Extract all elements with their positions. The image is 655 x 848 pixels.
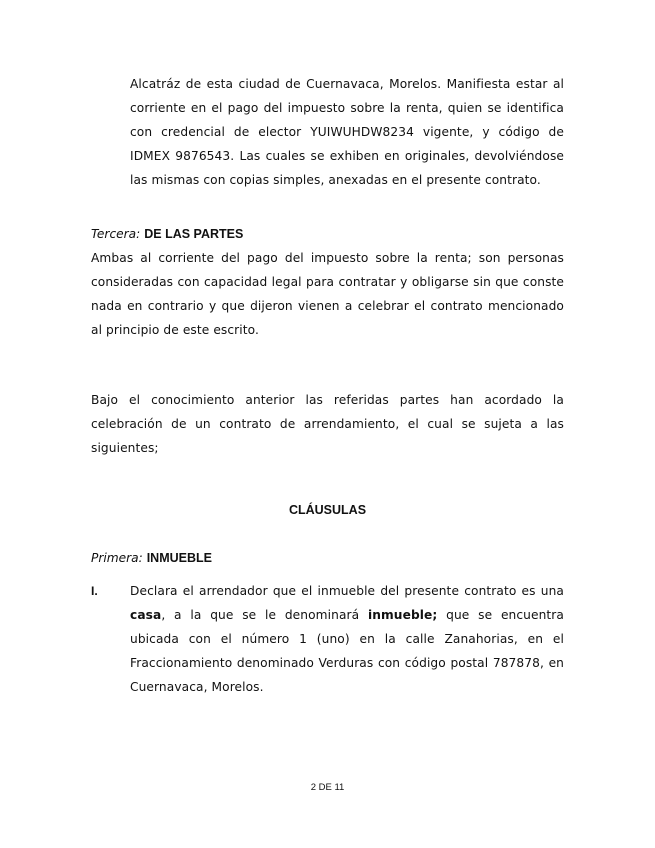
clause-term-inmueble: inmueble; bbox=[367, 608, 438, 622]
section-primera-heading bbox=[91, 548, 212, 568]
section-tercera-title: DE LAS PARTES bbox=[144, 227, 244, 241]
section-tercera-body: Ambas al corriente del pago del impuesto sobre la renta; son personas consideradas con capacidad legal para contratar y obligarse sin que conste nada en contrario y que dijeron vienen a celebrar el contrato mencionado al principio de este escrito. bbox=[91, 251, 564, 337]
clause-term-casa: casa bbox=[130, 608, 162, 622]
knowledge-paragraph: Bajo el conocimiento anterior las referidas partes han acordado la celebración de un contrato de arrendamiento, el cual se sujeta a las siguientes; bbox=[91, 393, 564, 455]
clause-text-part1: Declara el arrendador que el inmueble del presente contrato es una bbox=[130, 584, 564, 598]
clause-text-part3: que se encuentra ubicada con el número 1 (uno) en la calle Zanahorias, en el Fraccionamiento denominado Verduras con código postal 787878, en Cuernavaca, Morelos. bbox=[130, 608, 564, 694]
intro-paragraph: Alcatráz de esta ciudad de Cuernavaca, Morelos. Manifiesta estar al corriente en el pago del impuesto sobre la renta, quien se identifica con credencial de elector YUIWUHDW8234 vigente, y código de IDMEX 9876543. Las cuales se exhiben en originales, devolviéndose las mismas con copias simples, anexadas en el presente contrato. bbox=[130, 77, 564, 187]
section-primera-title: INMUEBLE bbox=[146, 551, 212, 565]
section-tercera-heading bbox=[91, 224, 243, 244]
clause-text-part2: , a la que se le denominará bbox=[161, 608, 368, 622]
clausulas-heading: CLÁUSULAS bbox=[288, 503, 367, 517]
page-number: 2 DE 11 bbox=[310, 782, 345, 793]
clause-item-text bbox=[130, 579, 564, 699]
section-primera-label: Primera: bbox=[91, 551, 143, 565]
section-tercera-label: Tercera: bbox=[91, 227, 141, 241]
clause-item-marker: I. bbox=[91, 584, 98, 598]
